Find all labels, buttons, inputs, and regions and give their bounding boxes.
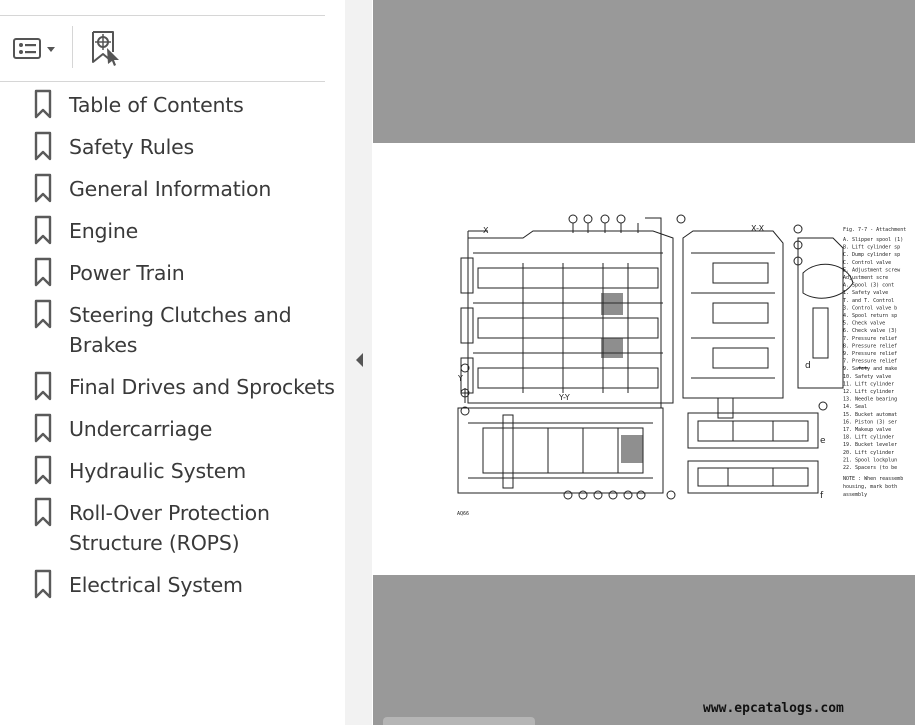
view-label-d: d (805, 361, 811, 371)
bookmark-icon (33, 257, 53, 287)
panel-splitter[interactable] (345, 0, 372, 725)
note-line: 7. Pressure relief (843, 358, 898, 365)
horizontal-scrollbar[interactable] (383, 717, 535, 725)
section-marker-y: Y (458, 374, 463, 383)
note-line: 7. Pressure relief (843, 335, 898, 342)
document-viewer[interactable] (373, 0, 915, 725)
bookmark-label: Engine (69, 219, 139, 243)
note-line: 3. Control valve b (843, 305, 898, 312)
note-line: 14. Seal (843, 404, 868, 411)
bookmark-item[interactable] (0, 498, 345, 558)
note-line: 6. Check valve (3) (843, 328, 898, 335)
note-line: 8. Pressure relief (843, 343, 898, 350)
note-line: 4. Spool return sp (843, 313, 898, 319)
bookmark-icon (33, 371, 53, 401)
bookmark-icon (33, 497, 53, 527)
bookmark-icon (33, 455, 53, 485)
bookmark-label: General Information (69, 177, 272, 201)
bookmark-label: Table of Contents (69, 93, 244, 117)
note-line: NOTE : When reassemb (843, 476, 904, 482)
bookmark-list (0, 90, 345, 612)
page-tag: AQ66 (457, 511, 470, 517)
section-marker-x: X (483, 226, 489, 235)
bookmark-icon (33, 413, 53, 443)
toolbar-separator (72, 26, 73, 68)
bookmark-item[interactable] (0, 174, 345, 204)
bookmarks-panel (0, 0, 346, 725)
bookmark-item[interactable] (0, 258, 345, 288)
bookmark-item[interactable] (0, 456, 345, 486)
bookmark-item[interactable] (0, 300, 345, 360)
note-line: 15. Bucket automat (843, 411, 898, 418)
bookmark-label: Final Drives and Sprockets (69, 375, 335, 399)
find-current-bookmark-icon (87, 30, 121, 66)
note-line: Adjustment scre (843, 275, 889, 281)
note-line: A. Spool (3) cont (843, 282, 895, 289)
note-line: 16. Piston (3) ser (843, 419, 898, 426)
note-line: 10. Safety valve (843, 373, 892, 380)
bookmark-label: Electrical System (69, 573, 243, 597)
bookmark-item[interactable] (0, 372, 345, 402)
bookmark-icon (33, 131, 53, 161)
pdf-page (373, 143, 915, 575)
note-line: 13. Needle bearing (843, 396, 898, 403)
bookmark-options-button[interactable] (6, 30, 62, 66)
bookmark-item[interactable] (0, 216, 345, 246)
bookmark-icon (33, 173, 53, 203)
note-line: housing, mark both (843, 484, 898, 490)
note-line: 9. Safety and make (843, 366, 898, 373)
caret-down-icon (47, 47, 55, 52)
note-line: C. Control valve (843, 259, 892, 266)
hydraulic-control-valve-drawing (373, 143, 915, 575)
note-line: 11. Lift cylinder (843, 381, 895, 388)
bookmark-item[interactable] (0, 570, 345, 600)
note-line: 21. Spool lockplun (843, 457, 898, 464)
bookmark-label: Safety Rules (69, 135, 194, 159)
note-line: 19. Bucket leveler (843, 442, 898, 449)
triangle-left-icon[interactable] (353, 350, 365, 370)
note-line: Fig. 7-7 - Attachment (843, 227, 907, 233)
view-label-f: f (820, 491, 824, 501)
note-line: B. Lift cylinder sp (843, 244, 901, 251)
note-line: 22. Spacers (to be (843, 465, 898, 471)
note-line: E. Adjustment screw (843, 267, 901, 274)
find-current-bookmark-button[interactable] (84, 30, 124, 66)
note-line: 12. Lift cylinder (843, 389, 895, 395)
bookmark-icon (33, 89, 53, 119)
view-label-e: e (820, 436, 826, 446)
bookmark-item[interactable] (0, 90, 345, 120)
note-line: A. Slipper spool (1) (843, 237, 904, 243)
watermark-text: www.epcatalogs.com (703, 701, 844, 716)
bookmark-label: Hydraulic System (69, 459, 246, 483)
note-line: 17. Makeup valve (843, 427, 892, 433)
bookmark-icon (33, 299, 53, 329)
drawing-notes (843, 227, 906, 498)
note-line: C. Dump cylinder sp (843, 252, 901, 259)
note-line: 20. Lift cylinder (843, 449, 895, 456)
bookmark-icon (33, 569, 53, 599)
bookmark-label: Power Train (69, 261, 185, 285)
note-line: 1. Safety valve (843, 290, 889, 297)
bookmarks-toolbar (0, 16, 325, 82)
bookmark-icon (33, 215, 53, 245)
note-line: 5. Check valve (843, 320, 886, 327)
note-line: assembly (843, 492, 868, 498)
list-options-icon (12, 35, 56, 61)
section-label-yy: Y-Y (559, 393, 570, 402)
bookmark-label: Roll-Over Protection Structure (ROPS) (69, 501, 270, 555)
note-line: 9. Pressure relief (843, 351, 898, 357)
note-line: T. and T. Control (843, 297, 895, 304)
bookmark-label: Undercarriage (69, 417, 213, 441)
bookmark-item[interactable] (0, 414, 345, 444)
note-line: 18. Lift cylinder (843, 434, 895, 441)
bookmark-label: Steering Clutches and Brakes (69, 303, 292, 357)
bookmark-item[interactable] (0, 132, 345, 162)
section-label-xx: X-X (751, 224, 765, 233)
